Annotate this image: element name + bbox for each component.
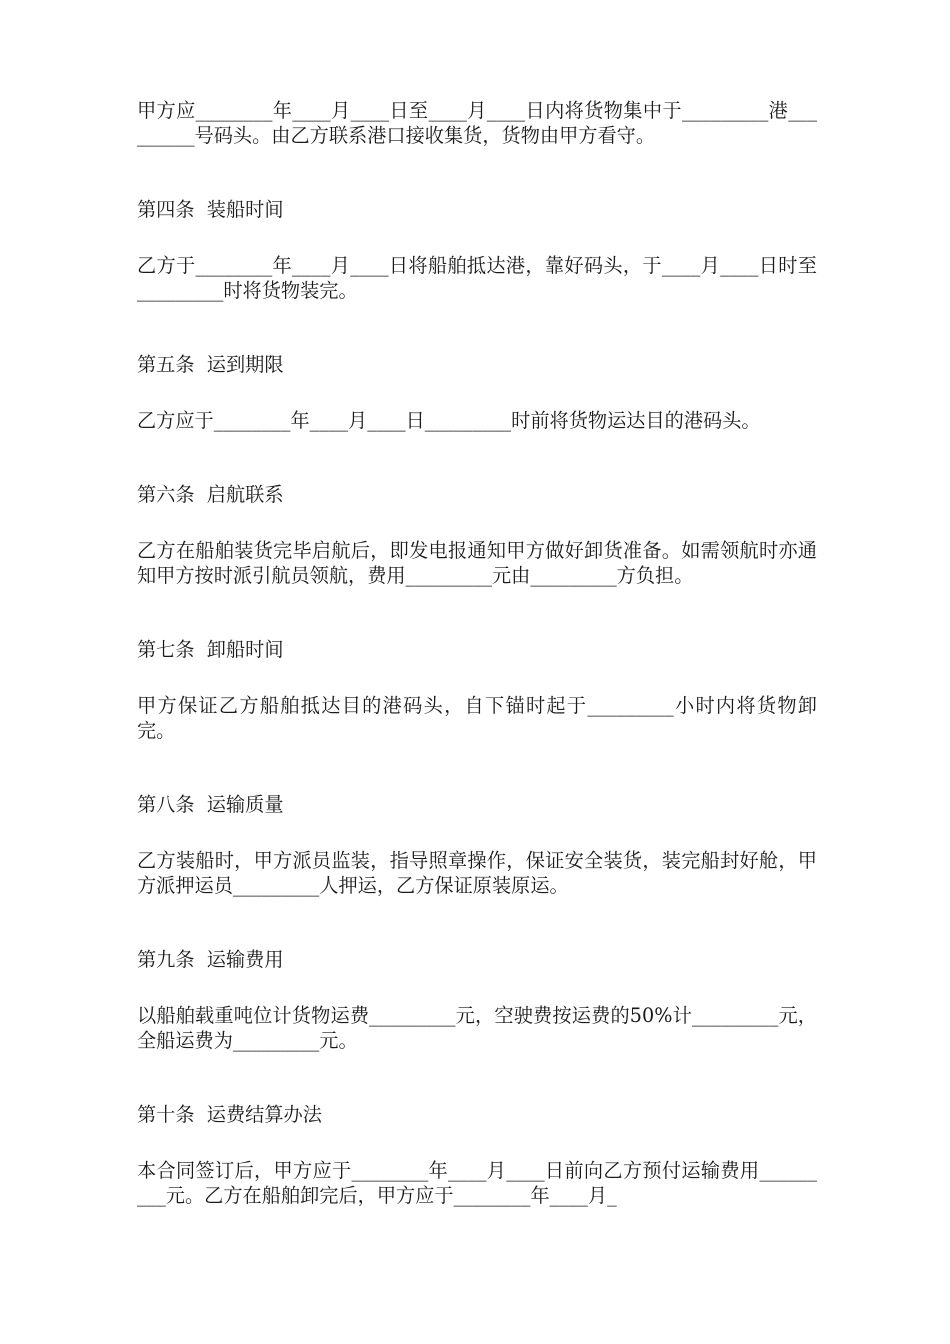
document-page: [137, 98, 817, 1208]
paragraph-departure-contact: 乙方在船舶装货完毕启航后，即发电报通知甲方做好卸货准备。如需领航时亦通知甲方按时派引航员领航，费用_________元由_________方负担。: [137, 539, 817, 587]
heading-article-10: 第十条 运费结算办法: [137, 1103, 322, 1126]
paragraph-loading-time: 乙方于________年____月____日将船舶抵达港，靠好码头，于____月____日时至_________时将货物装完。: [137, 254, 817, 302]
paragraph-fee-settlement: 本合同签订后，甲方应于________年____月____日前向乙方预付运输费用_________元。乙方在船舶卸完后，甲方应于________年____月_: [137, 1159, 817, 1207]
heading-article-4: 第四条 装船时间: [137, 198, 284, 221]
paragraph-transport-fees: 以船舶载重吨位计货物运费_________元，空驶费按运费的50%计_________元，全船运费为_________元。: [137, 1004, 817, 1052]
heading-article-9: 第九条 运输费用: [137, 948, 284, 971]
heading-article-6: 第六条 启航联系: [137, 483, 284, 506]
paragraph-unloading-time: 甲方保证乙方船舶抵达目的港码头，自下锚时起于_________小时内将货物卸完。: [137, 694, 817, 742]
paragraph-cargo-assembly: 甲方应________年____月____日至____月____日内将货物集中于_________港_________号码头。由乙方联系港口接收集货，货物由甲方看守。: [137, 99, 817, 147]
heading-article-7: 第七条 卸船时间: [137, 638, 284, 661]
heading-article-8: 第八条 运输质量: [137, 793, 284, 816]
paragraph-delivery-deadline: 乙方应于________年____月____日_________时前将货物运达目的港码头。: [137, 409, 761, 432]
heading-article-5: 第五条 运到期限: [137, 353, 284, 376]
paragraph-transport-quality: 乙方装船时，甲方派员监装，指导照章操作，保证安全装货，装完船封好舱，甲方派押运员_________人押运，乙方保证原装原运。: [137, 849, 817, 897]
